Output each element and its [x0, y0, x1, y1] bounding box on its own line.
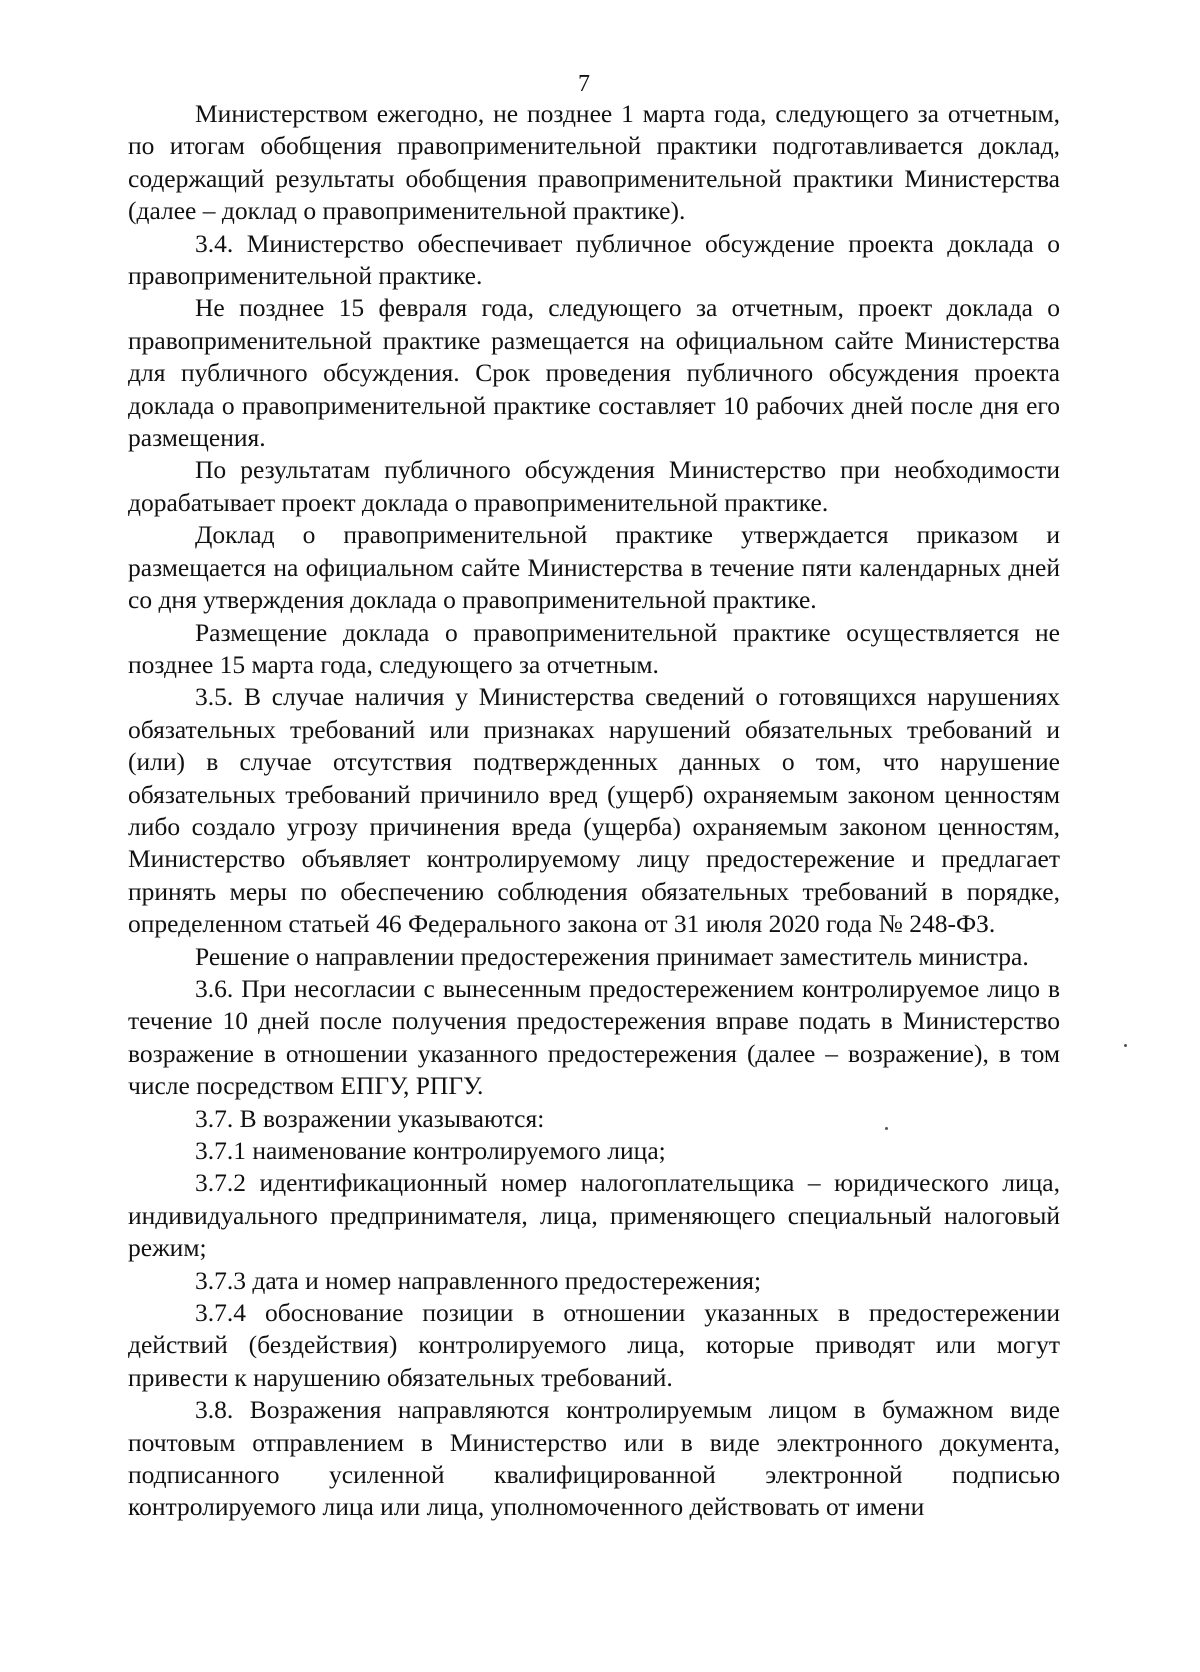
paragraph-warning-decision: Решение о направлении предостережения принимает заместитель министра. [195, 941, 1029, 971]
paragraph-3-4: 3.4. Министерство обеспечивает публичное обсуждение проекта доклада о правоприменительной практике. [128, 228, 1060, 291]
paragraph-3-7-4: 3.7.4 обоснование позиции в отношении указанных в предостережении действий (бездействия) контролируемого лица, которые приводят или могут привести к нарушению обязательных требований. [128, 1298, 1060, 1392]
paragraph-report-placement: Размещение доклада о правоприменительной практике осуществляется не позднее 15 марта года, следующего за отчетным. [128, 617, 1060, 679]
page-number: 7 [578, 71, 590, 97]
paragraph-3-7-2: 3.7.2 идентификационный номер налогоплательщика – юридического лица, индивидуального предпринимателя, лица, применяющего специальный налоговый режим; [128, 1168, 1060, 1263]
paragraph-publication-deadline: Не позднее 15 февраля года, следующего за отчетным, проект доклада о правоприменительной практике размещается на официальном сайте Министерства для публичного обсуждения. Срок проведения публичного обсуждения проекта доклада о правоприменительной практике составляет 10 рабочих дней после дня его размещения. [128, 293, 1060, 453]
paragraph-3-7-1: 3.7.1 наименование контролируемого лица; [195, 1136, 666, 1165]
paragraph-discussion-results: По результатам публичного обсуждения Министерство при необходимости дорабатывает проект доклада о правоприменительной практике. [128, 455, 1060, 517]
paragraph-3-7-3: 3.7.3 дата и номер направленного предостережения; [195, 1265, 762, 1295]
document-page [128, 70, 1060, 1630]
document-body [128, 98, 1060, 1524]
paragraph-3-7: 3.7. В возражении указываются: [195, 1103, 545, 1133]
paragraph-3-6: 3.6. При несогласии с вынесенным предостережением контролируемое лицо в течение 10 дней после получения предостережения вправе подать в Министерство возражение в отношении указанного предостережения (далее – возражение), в том числе посредством ЕПГУ, РПГУ. [128, 973, 1060, 1101]
paragraph-3-5: 3.5. В случае наличия у Министерства сведений о готовящихся нарушениях обязательных требований или признаках нарушений обязательных требований и (или) в случае отсутствия подтвержденных данных о том, что нарушение обязательных требований причинило вред (ущерб) охраняемым законом ценностям либо создало угрозу причинения вреда (ущерба) охраняемым законом ценностям, Министерство объявляет контролируемому лицу предостережение и предлагает принять меры по обеспечению соблюдения обязательных требований в порядке, определенном статьей 46 Федерального закона от 31 июля 2020 года № 248-ФЗ. [128, 682, 1060, 939]
paragraph-3-8: 3.8. Возражения направляются контролируемым лицом в бумажном виде почтовым отправлением в Министерство или в виде электронного документа, подписанного усиленной квалифицированной электронной подписью контролируемого лица или лица, уполномоченного действовать от имени [128, 1395, 1060, 1522]
paragraph-intro: Министерством ежегодно, не позднее 1 марта года, следующего за отчетным, по итогам обобщения правоприменительной практики подготавливается доклад, содержащий результаты обобщения правоприменительной практики Министерства (далее – доклад о правоприменительной практике). [128, 99, 1060, 226]
scan-artifact-dot [885, 1127, 888, 1130]
scan-artifact-dot [1124, 1044, 1127, 1047]
paragraph-report-approval: Доклад о правоприменительной практике утверждается приказом и размещается на официальном сайте Министерства в течение пяти календарных дней со дня утверждения доклада о правоприменительной практике. [128, 520, 1060, 615]
